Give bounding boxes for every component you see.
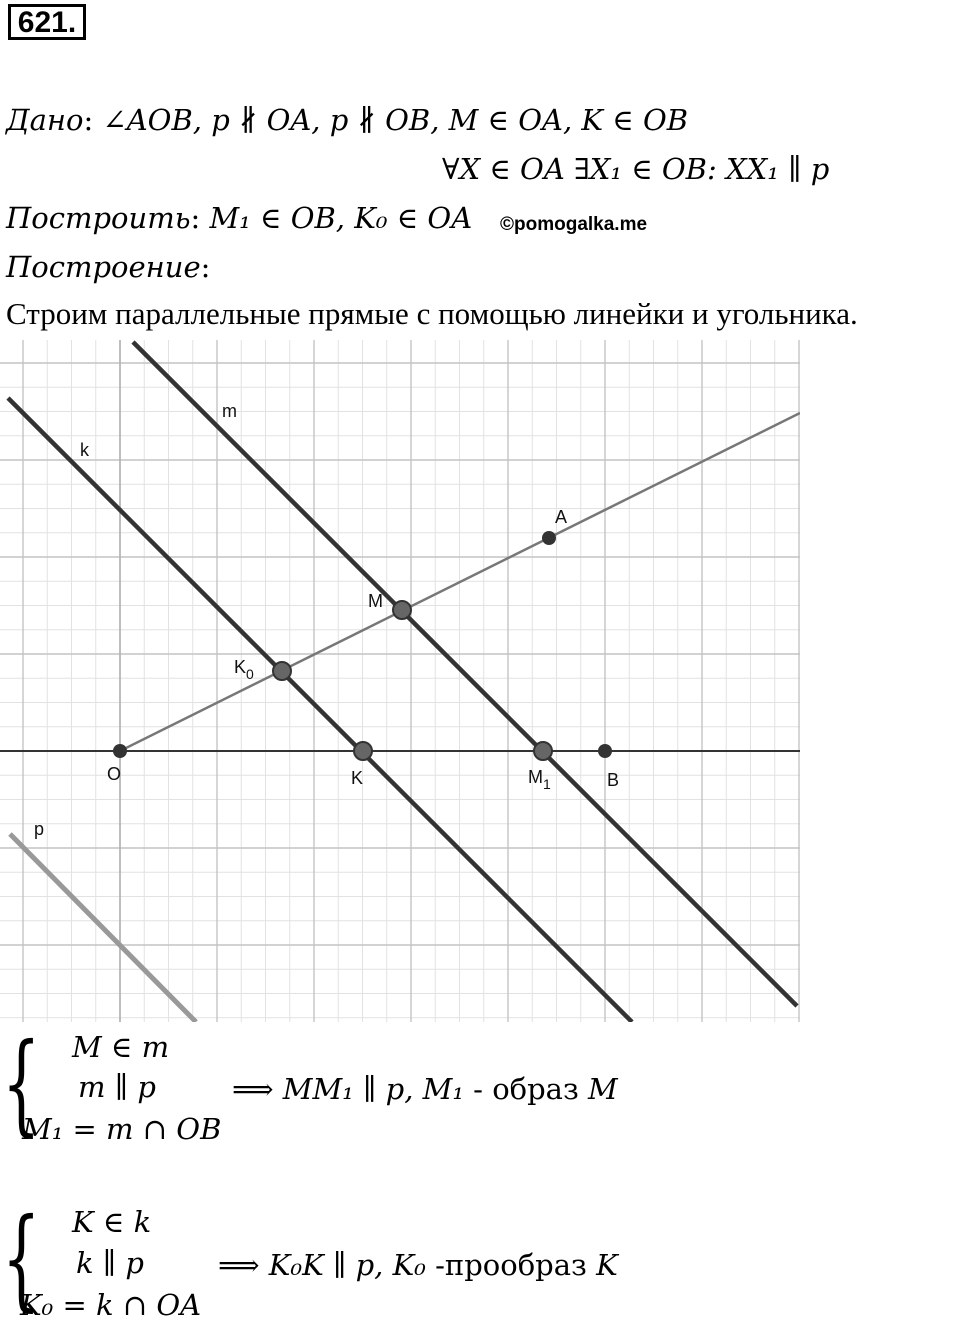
- system2-line3: K₀ = k ∩ OA: [20, 1288, 202, 1322]
- construct-line: Построить: M₁ ∈ OB, K₀ ∈ OA: [6, 201, 473, 235]
- given-line-2: ∀X ∈ OA ∃X₁ ∈ OB: XX₁ ∥ p: [442, 152, 830, 186]
- construction-sentence: Строим параллельные прямые с помощью линейки и угольника.: [6, 296, 858, 331]
- problem-number: 621.: [8, 4, 86, 40]
- system1-line1: M ∈ m: [72, 1030, 170, 1064]
- geometry-figure: [0, 340, 800, 1022]
- given-label: Дано: [6, 103, 84, 137]
- given-conditions: ∠AOB, p ∦ OA, p ∦ OB, M ∈ OA, K ∈ OB: [102, 103, 689, 137]
- system1-result-math: ⟹ MM₁ ∥ p, M₁: [232, 1072, 464, 1106]
- system2-line2: k ∥ p: [76, 1246, 144, 1280]
- brace-2: {: [2, 1194, 41, 1322]
- point-M1: [534, 742, 552, 760]
- point-K: [354, 742, 372, 760]
- system1-result-text: - образ: [463, 1072, 589, 1106]
- label-M1: $M_1$: [528, 767, 551, 792]
- construction-label: Построение: [6, 250, 201, 284]
- construct-label: Построить: [6, 201, 191, 235]
- label-B: B: [607, 770, 620, 790]
- system2-result: [218, 1248, 618, 1282]
- label-K0: $K_0$: [234, 657, 254, 682]
- system1-line3: M₁ = m ∩ OB: [22, 1112, 222, 1146]
- system1-result: [232, 1072, 618, 1106]
- construction-heading: Построение:: [6, 250, 211, 284]
- label-m: m: [222, 401, 237, 421]
- line-m: [133, 342, 797, 1006]
- label-k: k: [80, 440, 89, 460]
- point-M: [393, 601, 411, 619]
- given-line-1: Дано: ∠AOB, p ∦ OA, p ∦ OB, M ∈ OA, K ∈ OB: [6, 103, 689, 137]
- label-M: M: [368, 591, 383, 611]
- label-K: K: [351, 768, 364, 788]
- system1-line2: m ∥ p: [78, 1070, 156, 1104]
- watermark: ©pomogalka.me: [500, 214, 648, 235]
- brace-1: {: [2, 1019, 41, 1147]
- system2-result-math: ⟹ K₀K ∥ p, K₀: [218, 1248, 426, 1282]
- point-O: [113, 744, 127, 758]
- system2-result-end: K: [596, 1248, 618, 1282]
- label-O: O: [107, 764, 122, 784]
- system2-line1: K ∈ k: [72, 1205, 152, 1239]
- system2-result-text: -прообраз: [425, 1248, 597, 1282]
- point-K0: [273, 662, 291, 680]
- point-A: [542, 531, 556, 545]
- system1-result-end: M: [588, 1072, 618, 1106]
- label-A: A: [555, 507, 568, 527]
- label-p: p: [34, 819, 45, 839]
- point-B: [598, 744, 612, 758]
- construct-target: M₁ ∈ OB, K₀ ∈ OA: [209, 201, 473, 235]
